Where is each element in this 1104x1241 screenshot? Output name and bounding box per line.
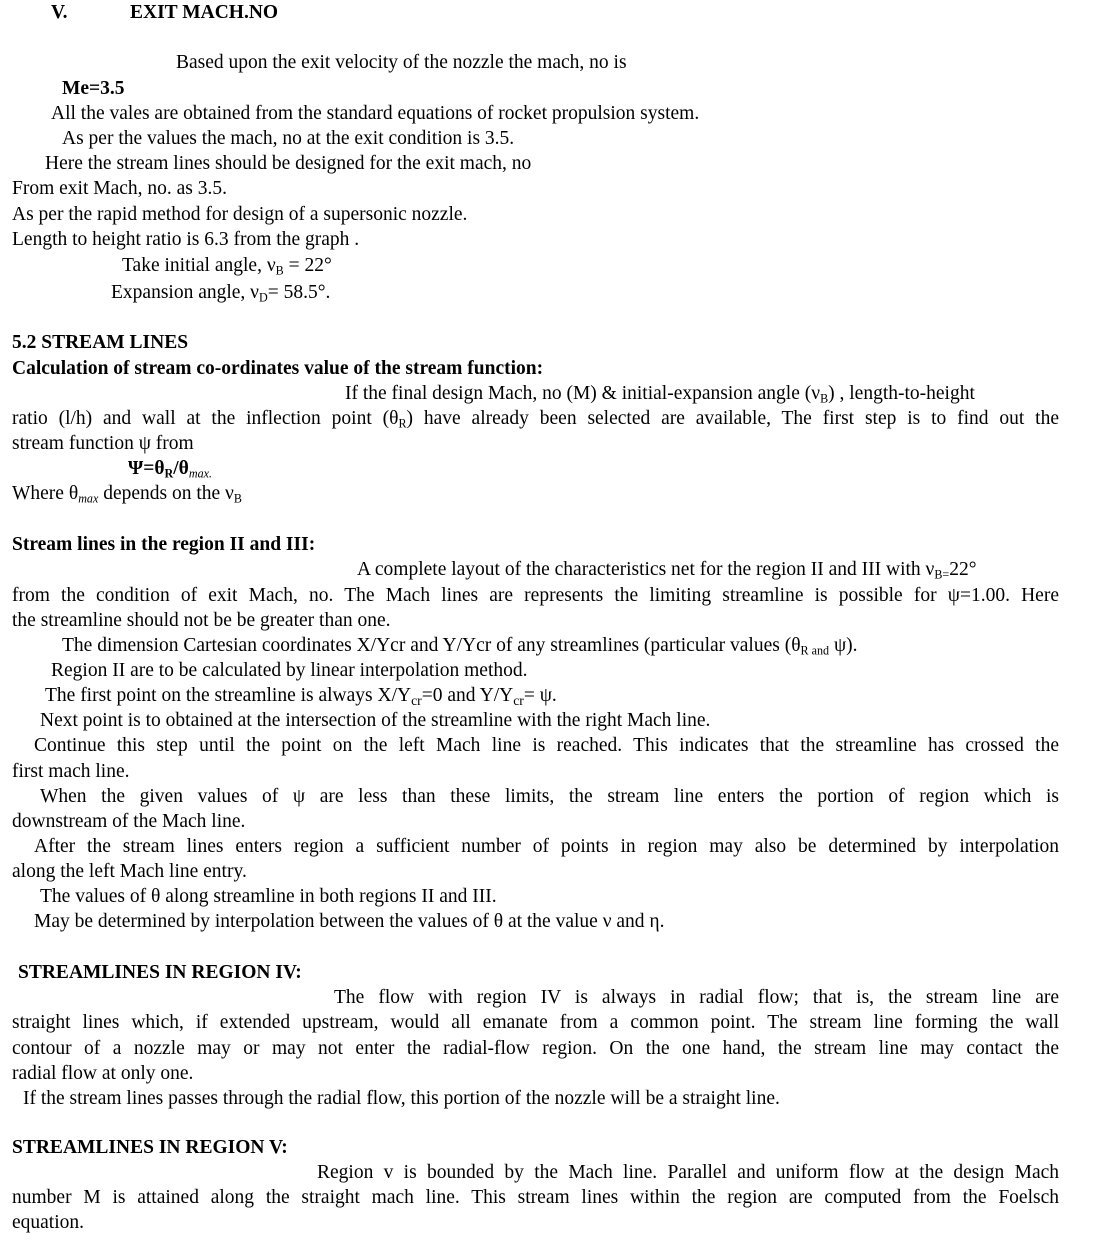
paragraph-line: from the condition of exit Mach, no. The Mach lines are represents the limiting streamline is possible for ψ=1.00. Here	[12, 585, 1059, 606]
paragraph-line: Based upon the exit velocity of the nozzle the mach, no is	[176, 52, 627, 73]
subsection-heading: STREAMLINES IN REGION IV:	[18, 962, 302, 983]
section-heading: 5.2 STREAM LINES	[12, 332, 189, 353]
paragraph-line: first mach line.	[12, 761, 130, 782]
paragraph-line: If the final design Mach, no (M) & initial-expansion angle $(\nu_B)$ , length-to-height	[345, 383, 975, 406]
paragraph-line: As per the rapid method for design of a supersonic nozzle.	[12, 204, 468, 225]
paragraph-line: the streamline should not be be greater than one.	[12, 610, 391, 631]
paragraph-line: As per the values the mach, no at the exit condition is 3.5.	[62, 128, 515, 149]
paragraph-line: The values of θ along streamline in both regions II and III.	[40, 886, 497, 907]
paragraph-line: Region v is bounded by the Mach line. Parallel and uniform flow at the design Mach	[317, 1162, 1059, 1183]
paragraph-line: After the stream lines enters region a sufficient number of points in region may also be determined by interpolation	[34, 836, 1059, 857]
paragraph-line: May be determined by interpolation between the values of θ at the value ν and η.	[34, 911, 665, 932]
subsection-heading: Stream lines in the region II and III:	[12, 534, 316, 555]
paragraph-line: straight lines which, if extended upstream, would all emanate from a common point. The stream line forming the wall	[12, 1012, 1059, 1033]
paragraph-line: along the left Mach line entry.	[12, 861, 247, 882]
paragraph-line: The dimension Cartesian coordinates X/Ycr and Y/Ycr of any streamlines (particular values ($\theta_{R and}$ ψ).	[62, 635, 858, 658]
subsection-heading: Calculation of stream co-ordinates value of the stream function:	[12, 358, 544, 379]
paragraph-line: The first point on the streamline is always $X/Y_{cr}=0$ and $Y/Y_{cr}= \psi$.	[45, 685, 557, 709]
paragraph-line: A complete layout of the characteristics net for the region II and III with $\nu_{B=}22^\circ$	[357, 559, 977, 582]
paragraph-line: Region II are to be calculated by linear interpolation method.	[51, 660, 528, 681]
paragraph-line: The flow with region IV is always in radial flow; that is, the stream line are	[334, 987, 1059, 1008]
section-number: V.	[51, 2, 68, 23]
paragraph-line: radial flow at only one.	[12, 1063, 194, 1084]
paragraph-line: number M is attained along the straight mach line. This stream lines within the region are computed from the Foelsch	[12, 1187, 1059, 1208]
paragraph-line: If the stream lines passes through the radial flow, this portion of the nozzle will be a straight line.	[23, 1088, 780, 1109]
section-title: EXIT MACH.NO	[130, 2, 279, 23]
paragraph-line: Continue this step until the point on the left Mach line is reached. This indicates that the streamline has crossed the	[34, 735, 1059, 756]
initial-angle-line: Take initial angle, $\nu_B = 22^\circ$	[122, 255, 332, 278]
paragraph-line: When the given values of ψ are less than these limits, the stream line enters the portion of region which is	[40, 786, 1059, 807]
stream-function-formula: $\Psi=\theta_R/\theta_{max.}$	[128, 458, 212, 481]
paragraph-line: Where $\theta_{max}$ depends on the $\nu_B$	[12, 483, 242, 506]
subsection-heading: STREAMLINES IN REGION V:	[12, 1137, 288, 1158]
paragraph-line: All the vales are obtained from the standard equations of rocket propulsion system.	[51, 103, 700, 124]
paragraph-line: From exit Mach, no. as 3.5.	[12, 178, 228, 199]
paragraph-line: contour of a nozzle may or may not enter the radial-flow region. On the one hand, the stream line may contact the	[12, 1038, 1059, 1059]
paragraph-line: Here the stream lines should be designed for the exit mach, no	[45, 153, 532, 174]
paragraph-line: downstream of the Mach line.	[12, 811, 246, 832]
paragraph-line: equation.	[12, 1212, 85, 1233]
expansion-angle-line: Expansion angle, $\nu_D= 58.5^\circ$.	[111, 282, 331, 305]
paragraph-line: Length to height ratio is 6.3 from the graph .	[12, 229, 360, 250]
paragraph-line: ratio (l/h) and wall at the inflection point $(\theta_R)$ have already been selected are available, The first step is to find out the	[12, 408, 1059, 431]
paragraph-line: stream function ψ from	[12, 433, 194, 454]
paragraph-line: Next point is to obtained at the intersection of the streamline with the right Mach line.	[40, 710, 711, 731]
exit-mach-value: Me=3.5	[62, 78, 125, 99]
